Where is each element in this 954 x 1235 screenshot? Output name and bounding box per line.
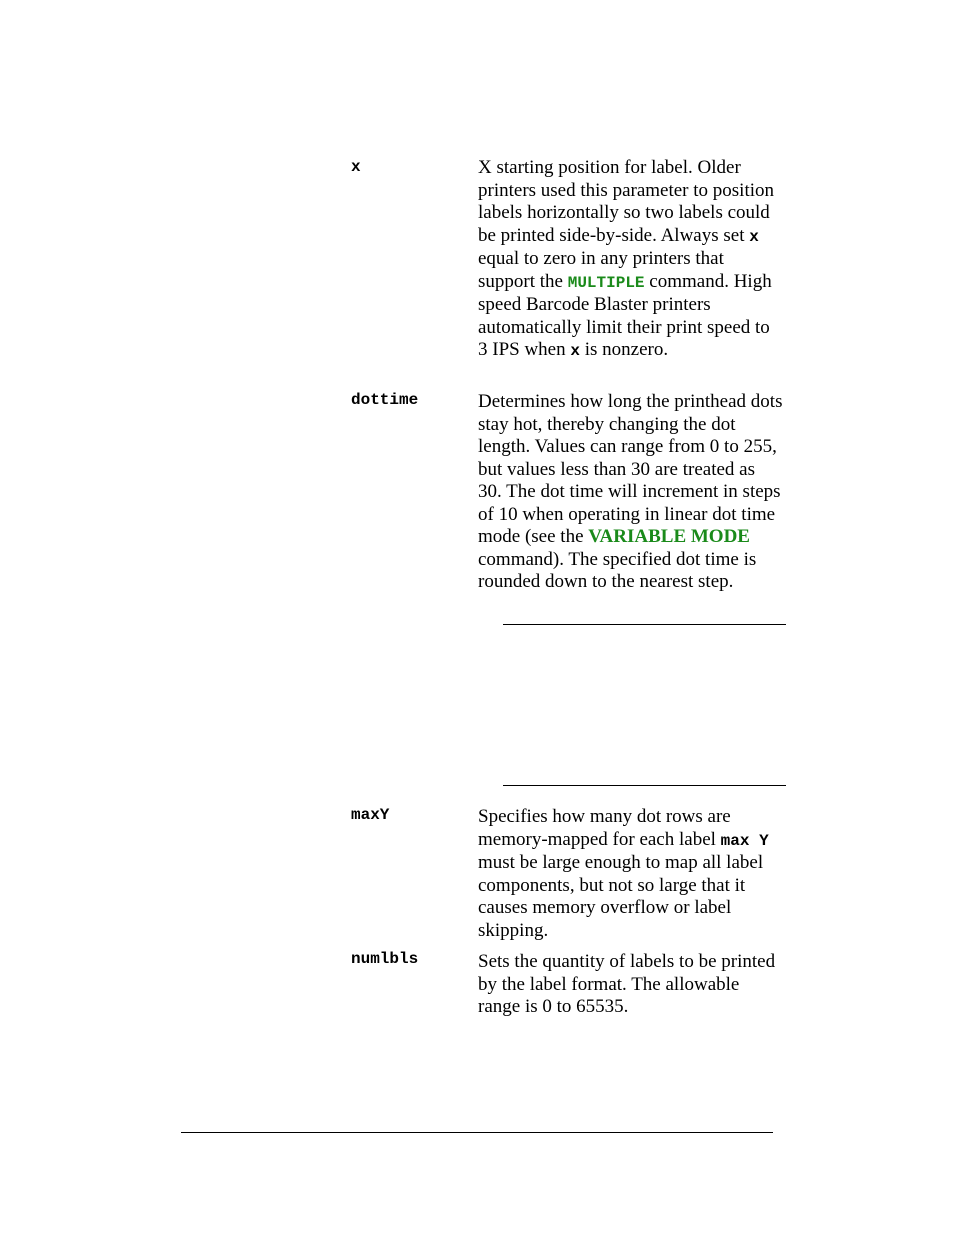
variable-mode-command-link[interactable]: VARIABLE MODE <box>588 526 750 547</box>
section-divider-bottom <box>503 785 786 786</box>
param-desc-x <box>478 157 783 363</box>
section-divider-top <box>503 624 786 625</box>
param-term-x: x <box>351 158 361 176</box>
param-desc-dottime <box>478 391 783 594</box>
footer-rule <box>181 1132 773 1133</box>
multiple-command-link[interactable]: MULTIPLE <box>567 273 645 292</box>
param-desc-dottime-text-2: command). The specified dot time is rounded down to the nearest step. <box>478 548 757 592</box>
param-desc-maxy <box>478 806 783 942</box>
param-term-maxy: maxY <box>351 806 390 824</box>
param-desc-x-text-4: is nonzero. <box>579 339 669 360</box>
param-desc-x-text-3: command. High speed Barcode Blaster printers automatically limit their print speed to 3 IPS when <box>478 270 772 360</box>
param-desc-dottime-text-1: Determines how long the printhead dots stay hot, thereby changing the dot length. Values can range from 0 to 255, but values less than 30 are treated as 30. The dot time will increment in steps of 10 when operating in linear dot time mode (see the <box>478 391 783 547</box>
param-term-dottime: dottime <box>351 391 419 409</box>
param-desc-maxy-text-1: Specifies how many dot rows are memory-mapped for each label <box>478 806 731 850</box>
inline-code-max-y: max Y <box>720 831 769 850</box>
param-desc-x-text-1: X starting position for label. Older printers used this parameter to position labels horizontally so two labels could be printed side-by-side. Always set <box>478 157 775 246</box>
inline-code-x: x <box>749 227 759 246</box>
param-desc-x-text-2: equal to zero in any printers that support the <box>478 248 724 292</box>
inline-code-x-2: x <box>570 342 580 360</box>
param-desc-maxy-text-2: must be large enough to map all label components, but not so large that it causes memory overflow or label skipping. <box>478 852 764 941</box>
param-desc-numlbls: Sets the quantity of labels to be printed by the label format. The allowable range is 0 to 65535. <box>478 951 776 1017</box>
param-term-numlbls: numlbls <box>351 950 419 968</box>
